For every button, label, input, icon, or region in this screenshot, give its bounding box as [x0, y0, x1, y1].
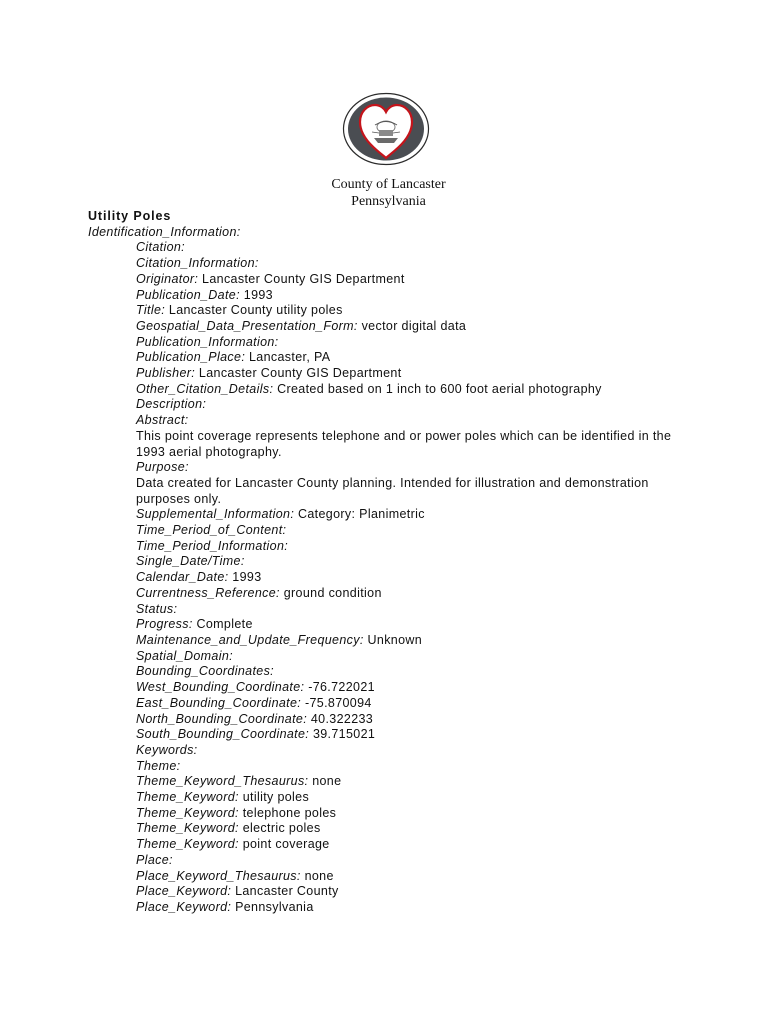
- metadata-document: [88, 209, 688, 916]
- org-name: County of Lancaster: [331, 177, 446, 192]
- place-keyword-row: [88, 884, 688, 900]
- publication-information-label: Publication_Information:: [136, 334, 279, 349]
- east-bounding-value: -75.870094: [304, 695, 372, 710]
- keywords-label: Keywords:: [136, 742, 198, 757]
- calendar-date-value: 1993: [232, 570, 262, 585]
- west-bounding-key: West_Bounding_Coordinate:: [136, 680, 305, 695]
- status-label: Status:: [136, 601, 178, 616]
- publication-place-key: Publication_Place:: [136, 350, 246, 365]
- citation-label: Citation:: [136, 240, 186, 255]
- progress-value: Complete: [196, 617, 253, 632]
- currentness-reference-value: ground condition: [283, 585, 382, 600]
- west-bounding-value: -76.722021: [308, 680, 375, 695]
- theme-thesaurus-row: [88, 774, 688, 790]
- west-bounding-row: [88, 680, 688, 696]
- place-thesaurus-key: Place_Keyword_Thesaurus:: [136, 868, 301, 883]
- supplemental-info-value: Category: Planimetric: [297, 507, 425, 522]
- geospatial-form-value: vector digital data: [361, 318, 467, 333]
- title-value: Lancaster County utility poles: [168, 303, 343, 318]
- maintenance-frequency-value: Unknown: [367, 632, 423, 647]
- place-keyword-key: Place_Keyword:: [136, 884, 232, 899]
- originator-value: Lancaster County GIS Department: [202, 271, 405, 286]
- abstract-text: This point coverage represents telephone and or power poles which can be identified in the 1993 aerial photography.: [136, 428, 672, 459]
- theme-keyword-value: electric poles: [242, 821, 321, 836]
- place-label: Place:: [136, 852, 173, 867]
- theme-keyword-key: Theme_Keyword:: [136, 805, 239, 820]
- theme-keyword-value: utility poles: [242, 790, 310, 805]
- citation-information-label: Citation_Information:: [136, 256, 259, 271]
- title-key: Title:: [136, 303, 166, 318]
- theme-keyword-row: [88, 790, 688, 806]
- theme-keyword-row: [88, 837, 688, 853]
- place-thesaurus-value: none: [304, 868, 334, 883]
- maintenance-frequency-row: [88, 633, 688, 649]
- time-period-content-label: Time_Period_of_Content:: [136, 523, 287, 538]
- place-keyword-row: [88, 900, 688, 916]
- geospatial-form-key: Geospatial_Data_Presentation_Form:: [136, 318, 358, 333]
- other-citation-value: Created based on 1 inch to 600 foot aerial photography: [277, 381, 602, 396]
- publisher-row: [88, 366, 688, 382]
- supplemental-info-row: [88, 507, 688, 523]
- section-identification-information: Identification_Information:: [88, 224, 241, 239]
- north-bounding-key: North_Bounding_Coordinate:: [136, 711, 308, 726]
- bounding-coordinates-label: Bounding_Coordinates:: [136, 664, 275, 679]
- publication-place-value: Lancaster, PA: [248, 350, 331, 365]
- originator-row: [88, 272, 688, 288]
- purpose-text: Data created for Lancaster County planning. Intended for illustration and demonstration purposes only.: [136, 475, 649, 506]
- other-citation-key: Other_Citation_Details:: [136, 381, 274, 396]
- calendar-date-row: [88, 570, 688, 586]
- place-keyword-value: Pennsylvania: [235, 899, 314, 914]
- currentness-reference-row: [88, 586, 688, 602]
- theme-keyword-row: [88, 806, 688, 822]
- abstract-label: Abstract:: [136, 413, 189, 428]
- title-row: [88, 303, 688, 319]
- spatial-domain-label: Spatial_Domain:: [136, 648, 233, 663]
- single-date-time-label: Single_Date/Time:: [136, 554, 245, 569]
- place-keyword-key: Place_Keyword:: [136, 899, 232, 914]
- publisher-value: Lancaster County GIS Department: [198, 366, 402, 381]
- other-citation-row: [88, 382, 688, 398]
- publisher-key: Publisher:: [136, 366, 196, 381]
- originator-key: Originator:: [136, 271, 199, 286]
- place-keyword-value: Lancaster County: [235, 884, 339, 899]
- south-bounding-value: 39.715021: [312, 727, 376, 742]
- progress-row: [88, 617, 688, 633]
- purpose-label: Purpose:: [136, 460, 189, 475]
- theme-thesaurus-key: Theme_Keyword_Thesaurus:: [136, 774, 309, 789]
- time-period-info-label: Time_Period_Information:: [136, 538, 289, 553]
- currentness-reference-key: Currentness_Reference:: [136, 585, 280, 600]
- document-title: Utility Poles: [88, 209, 172, 223]
- publication-date-value: 1993: [243, 287, 273, 302]
- theme-keyword-key: Theme_Keyword:: [136, 821, 239, 836]
- county-seal-heart-icon: [342, 92, 430, 166]
- publication-place-row: [88, 350, 688, 366]
- place-thesaurus-row: [88, 869, 688, 885]
- progress-key: Progress:: [136, 617, 193, 632]
- org-state: Pennsylvania: [351, 194, 426, 209]
- south-bounding-row: [88, 727, 688, 743]
- north-bounding-row: [88, 712, 688, 728]
- geospatial-form-row: [88, 319, 688, 335]
- theme-keyword-value: telephone poles: [242, 805, 337, 820]
- maintenance-frequency-key: Maintenance_and_Update_Frequency:: [136, 632, 364, 647]
- supplemental-info-key: Supplemental_Information:: [136, 507, 295, 522]
- north-bounding-value: 40.322233: [310, 711, 374, 726]
- publication-date-key: Publication_Date:: [136, 287, 240, 302]
- theme-thesaurus-value: none: [312, 774, 342, 789]
- theme-label: Theme:: [136, 758, 181, 773]
- theme-keyword-value: point coverage: [242, 837, 330, 852]
- theme-keyword-key: Theme_Keyword:: [136, 790, 239, 805]
- south-bounding-key: South_Bounding_Coordinate:: [136, 727, 310, 742]
- publication-date-row: [88, 288, 688, 304]
- east-bounding-row: [88, 696, 688, 712]
- theme-keyword-key: Theme_Keyword:: [136, 837, 239, 852]
- description-label: Description:: [136, 397, 207, 412]
- theme-keyword-row: [88, 821, 688, 837]
- calendar-date-key: Calendar_Date:: [136, 570, 229, 585]
- east-bounding-key: East_Bounding_Coordinate:: [136, 695, 302, 710]
